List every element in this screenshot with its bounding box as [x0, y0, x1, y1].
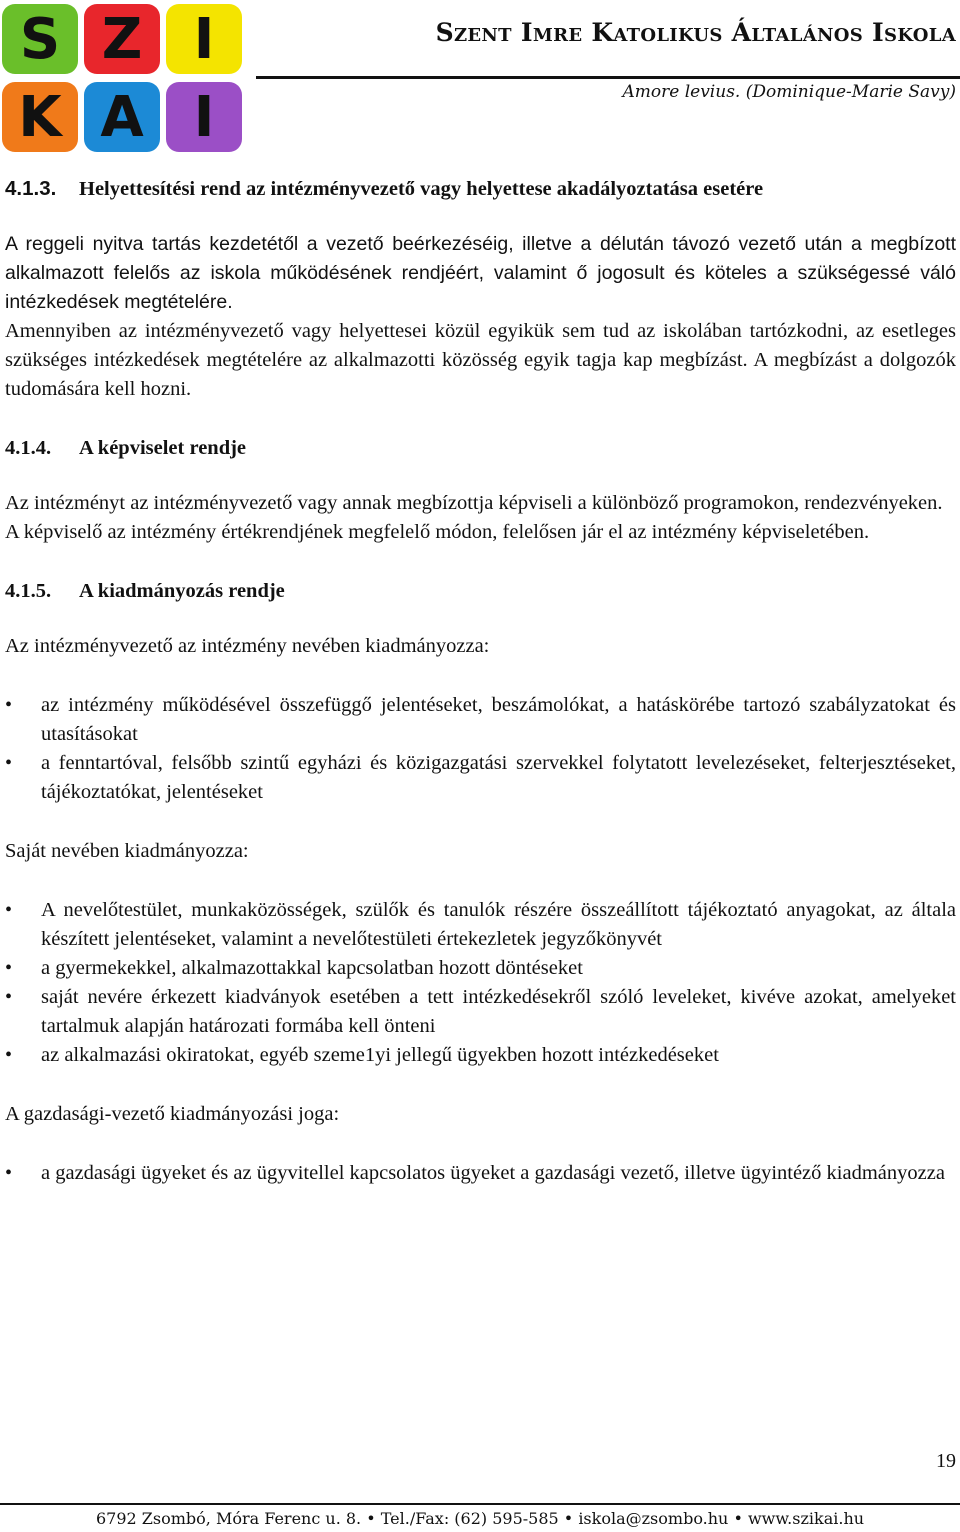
- logo-tile-i-bottom: I: [166, 82, 242, 152]
- bullet-icon: •: [5, 694, 13, 716]
- paragraph: A reggeli nyitva tartás kezdetétől a vezető beérkezéséig, illetve a délután távozó vezető után a megbízott alkalmazott felelős az iskola működésének rendjéért, valamint ő jogosult és köteles a szükségessé váló intézkedések megtételére.: [5, 233, 956, 313]
- section-heading-4-1-5: [5, 577, 956, 606]
- list-intro: Saját nevében kiadmányozza:: [5, 840, 249, 862]
- section-number: 4.1.4.: [5, 437, 52, 459]
- section-title: Helyettesítési rend az intézményvezető vagy helyettese akadályoztatása esetére: [79, 178, 764, 200]
- list-intro: Az intézményvezető az intézmény nevében kiadmányozza:: [5, 635, 490, 657]
- section-title: A képviselet rendje: [79, 437, 247, 459]
- logo-tile-i-top: I: [166, 4, 242, 74]
- bullet-icon: •: [5, 1044, 13, 1066]
- school-name: Szent Imre Katolikus Általános Iskola: [435, 18, 956, 47]
- school-logo: [2, 4, 242, 152]
- list-item: • a gyermekekkel, alkalmazottakkal kapcsolatban hozott döntéseket: [5, 954, 956, 983]
- list-item: • a gazdasági ügyeket és az ügyvitellel kapcsolatos ügyeket a gazdasági vezető, illetve ügyintéző kiadmányozza: [5, 1159, 956, 1188]
- section-heading-4-1-3: [5, 174, 956, 204]
- paragraph: Amennyiben az intézményvezető vagy helyettesei közül egyikük sem tud az iskolában tartózkodni, az esetleges szükséges intézkedések megtételére az alkalmazotti közösség egyik tagja kap megbízást. A megbízást a dolgozók tudomására kell hozni.: [5, 320, 956, 400]
- list-item: • az intézmény működésével összefüggő jelentéseket, beszámolókat, a hatáskörébe tartozó szabályzatokat és utasításokat: [5, 691, 956, 749]
- header-divider: [256, 76, 960, 79]
- logo-tile-z: Z: [84, 4, 160, 74]
- list-item: • saját nevére érkezett kiadványok esetében a tett intézkedésekről szóló leveleket, kivéve azokat, amelyeket tartalmuk alapján határozati formába kell önteni: [5, 983, 956, 1041]
- section-title: A kiadmányozás rendje: [79, 580, 285, 602]
- document-body: [5, 174, 956, 1188]
- footer-divider: [0, 1503, 960, 1505]
- logo-tile-k: K: [2, 82, 78, 152]
- school-motto: Amore levius. (Dominique-Marie Savy): [622, 82, 956, 102]
- list-intro: A gazdasági-vezető kiadmányozási joga:: [5, 1103, 340, 1125]
- section-number: 4.1.3.: [5, 177, 57, 200]
- bullet-icon: •: [5, 752, 13, 774]
- section-number: 4.1.5.: [5, 580, 52, 602]
- paragraph: A képviselő az intézmény értékrendjének megfelelő módon, felelősen jár el az intézmény képviseletében.: [5, 521, 870, 543]
- bullet-list: [5, 691, 956, 807]
- bullet-list: [5, 1159, 956, 1188]
- bullet-icon: •: [5, 957, 13, 979]
- footer-contact: 6792 Zsombó, Móra Ferenc u. 8. • Tel./Fax: (62) 595-585 • iskola@zsombo.hu • www.szikai.hu: [95, 1509, 865, 1528]
- logo-tile-s: S: [2, 4, 78, 74]
- list-item: • az alkalmazási okiratokat, egyéb szeme1yi jellegű ügyekben hozott intézkedéseket: [5, 1041, 956, 1070]
- list-item: • a fenntartóval, felsőbb szintű egyházi és közigazgatási szervekkel folytatott levelezéseket, felterjesztéseket, tájékoztatókat, jelentéseket: [5, 749, 956, 807]
- bullet-icon: •: [5, 899, 13, 921]
- page-number: 19: [936, 1450, 956, 1472]
- bullet-icon: •: [5, 1162, 13, 1184]
- section-heading-4-1-4: [5, 434, 956, 463]
- paragraph: Az intézményt az intézményvezető vagy annak megbízottja képviseli a különböző programokon, rendezvényeken.: [5, 492, 943, 514]
- list-item: • A nevelőtestület, munkaközösségek, szülők és tanulók részére összeállított tájékoztató anyagokat, az általa készített jelentéseket, valamint a nevelőtestületi értekezletek jegyzőkönyvét: [5, 896, 956, 954]
- bullet-icon: •: [5, 986, 13, 1008]
- bullet-list: [5, 896, 956, 1070]
- logo-tile-a: A: [84, 82, 160, 152]
